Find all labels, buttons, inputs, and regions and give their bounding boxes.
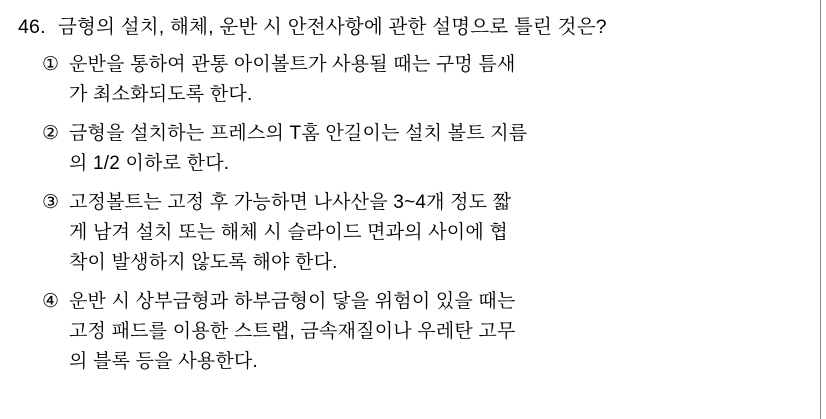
choice-text-4 xyxy=(69,287,778,377)
question-stem-line: 것은? xyxy=(557,16,607,38)
choice-marker-4: ④ xyxy=(42,291,60,312)
choice-line: 운반을 통하여 관통 아이볼트가 사용될 때는 구멍 틈새 xyxy=(69,54,516,75)
choice-line: 착이 발생하지 않도록 해야 한다. xyxy=(69,252,338,273)
choice-text-2 xyxy=(69,119,778,179)
choice-line: 금형을 설치하는 프레스의 T홈 안길이는 설치 볼트 지름 xyxy=(69,123,528,144)
choice-line: 의 1/2 이하로 한다. xyxy=(69,153,230,174)
choice-marker-2: ② xyxy=(42,123,60,144)
question-stem xyxy=(58,12,778,42)
choice-line: 의 블록 등을 사용한다. xyxy=(69,351,258,372)
choice-option-3[interactable] xyxy=(42,188,778,278)
choice-marker-1: ① xyxy=(42,54,60,75)
choice-text-3 xyxy=(69,188,778,278)
question-number: 46. xyxy=(18,16,46,38)
choice-marker-3: ③ xyxy=(42,192,60,213)
question-block xyxy=(18,12,778,386)
choice-line: 운반 시 상부금형과 하부금형이 닿을 위험이 있을 때는 xyxy=(69,291,516,312)
choice-option-2[interactable] xyxy=(42,119,778,179)
question-stem-row xyxy=(18,12,778,42)
choice-line: 게 남겨 설치 또는 해체 시 슬라이드 면과의 사이에 협 xyxy=(69,222,508,243)
choice-option-4[interactable] xyxy=(42,287,778,377)
question-stem-line: 금형의 설치, 해체, 운반 시 안전사항에 관한 설명으로 틀린 xyxy=(58,16,553,38)
choice-line: 가 최소화되도록 한다. xyxy=(69,84,253,105)
choice-line: 고정 패드를 이용한 스트랩, 금속재질이나 우레탄 고무 xyxy=(69,321,516,342)
choice-list xyxy=(18,50,778,377)
choice-option-1[interactable] xyxy=(42,50,778,110)
page-border-rule xyxy=(820,0,821,419)
choice-text-1 xyxy=(69,50,778,110)
choice-line: 고정볼트는 고정 후 가능하면 나사산을 3~4개 정도 짧 xyxy=(69,192,512,213)
